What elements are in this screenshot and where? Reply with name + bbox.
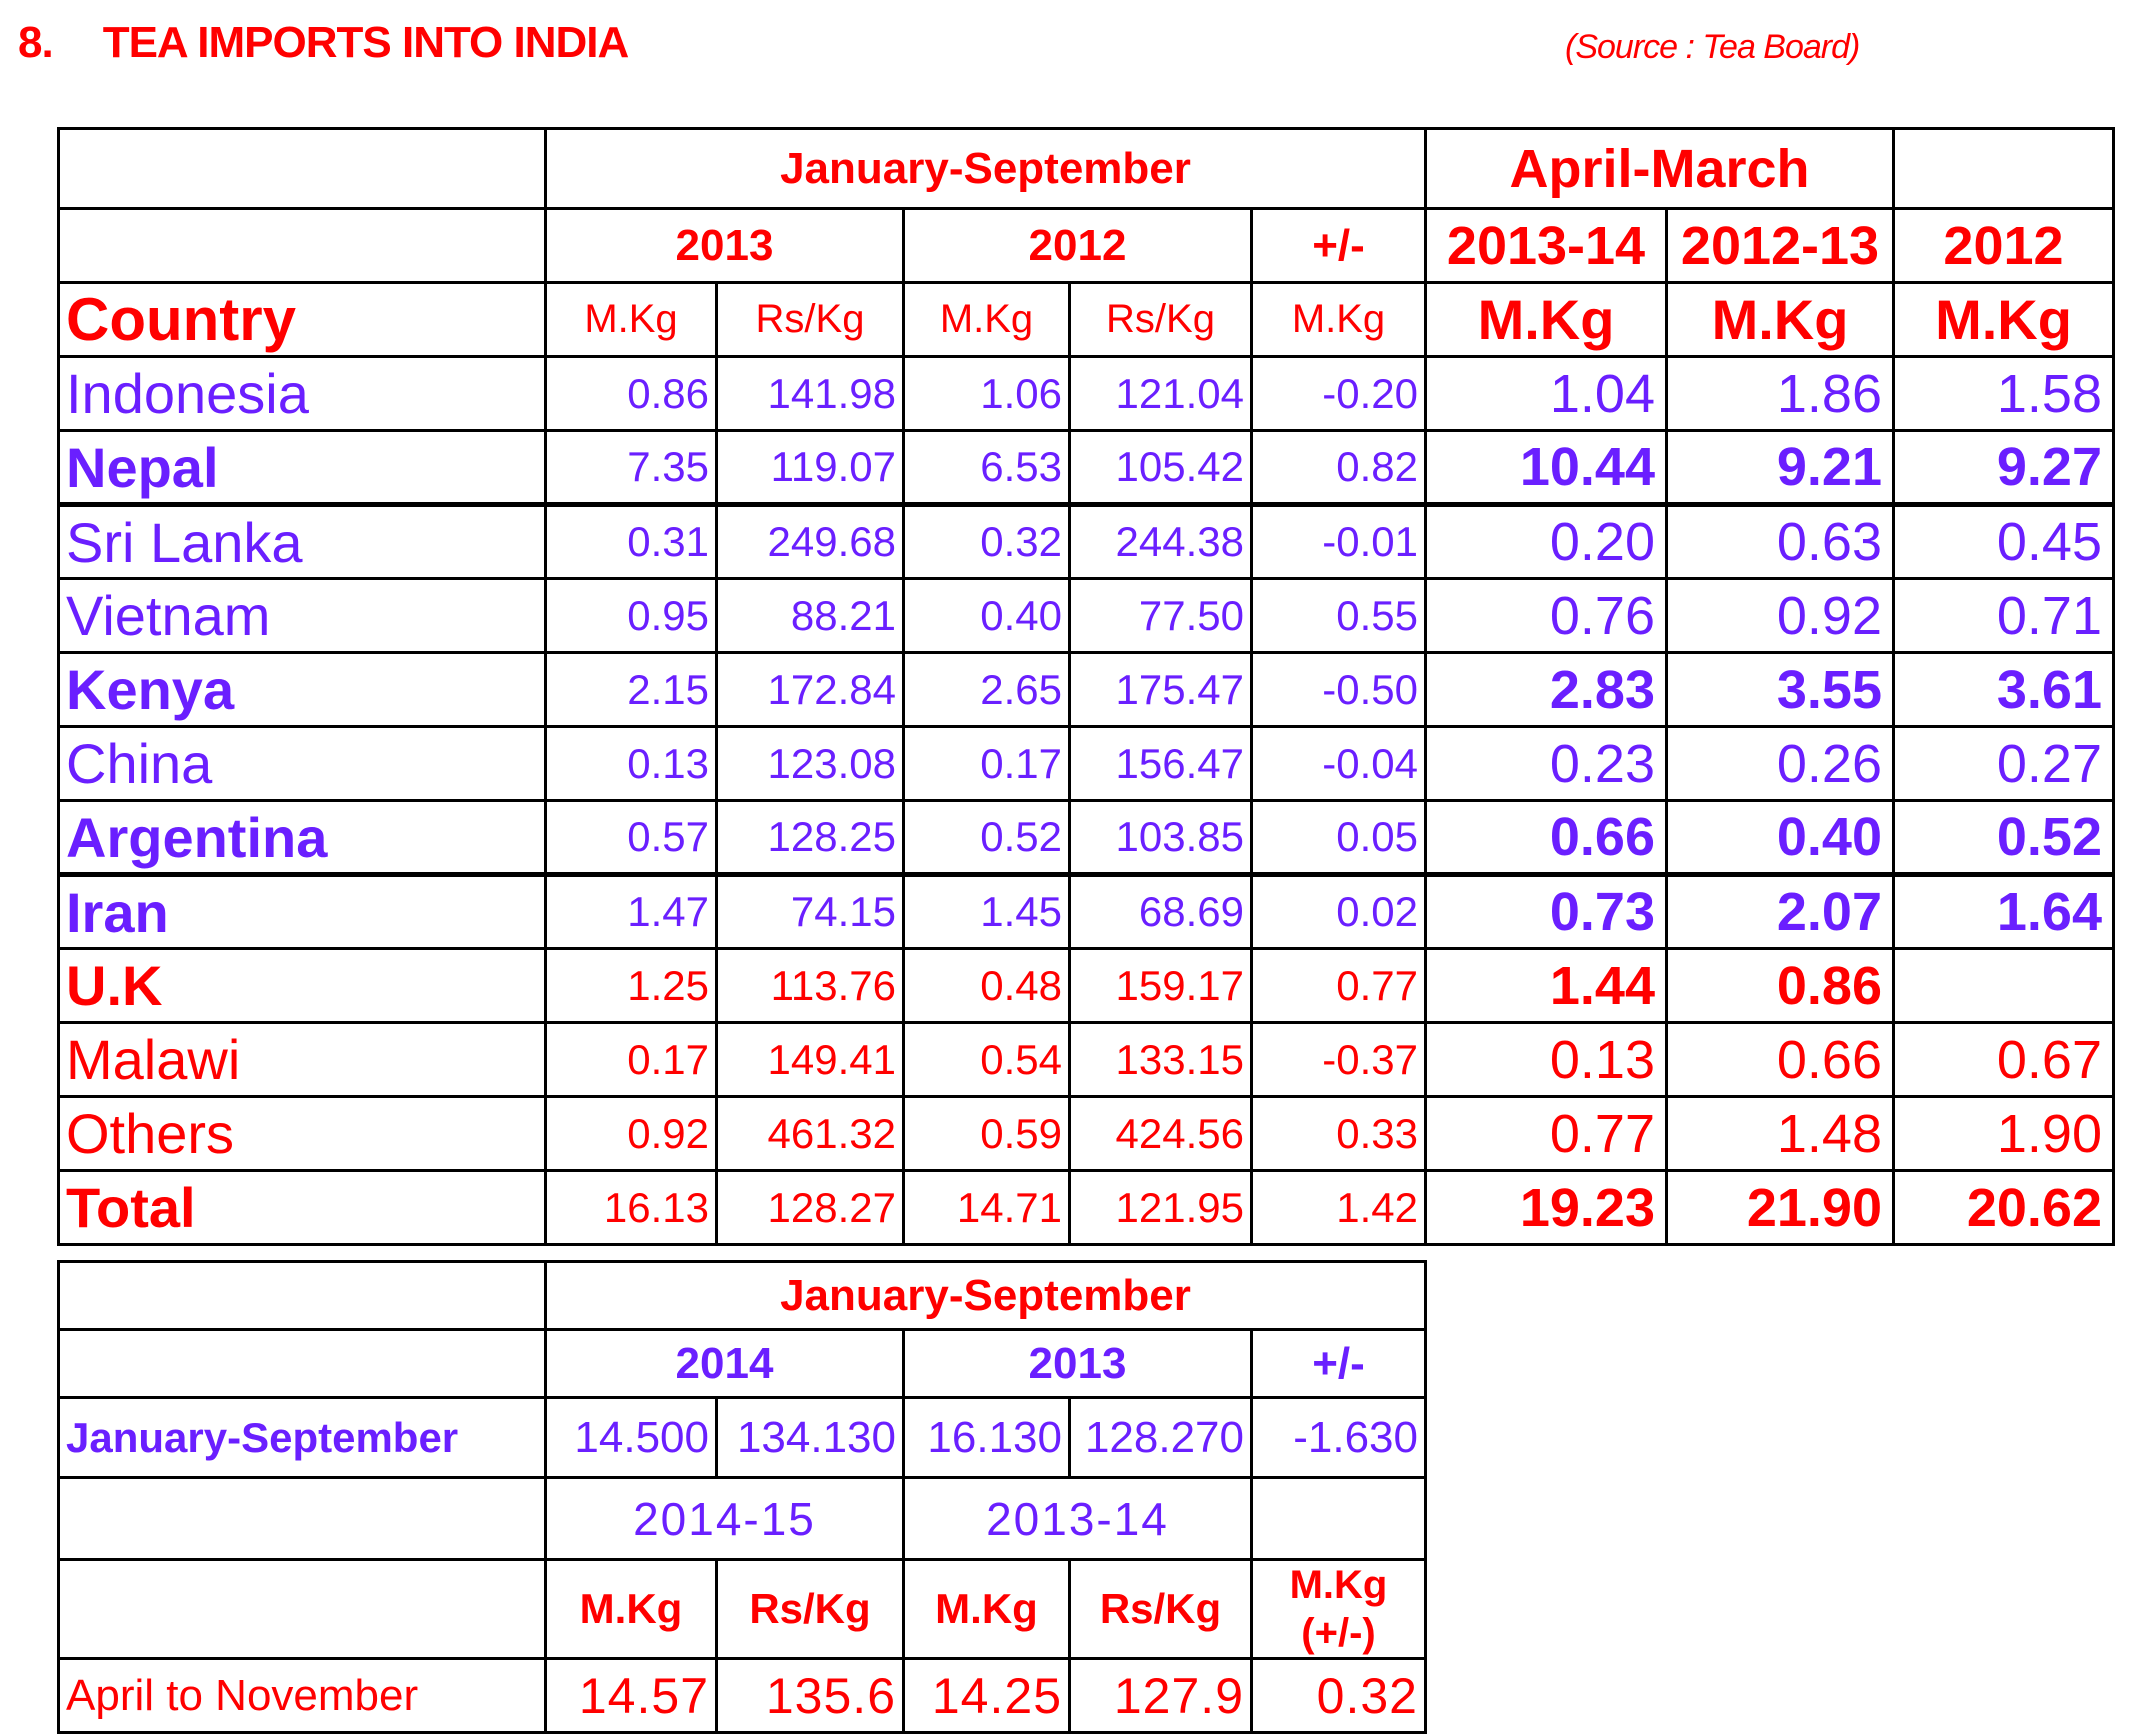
table-row: [59, 1023, 2114, 1097]
cell-diff: -0.50: [1252, 653, 1426, 727]
cell-am1314: 10.44: [1426, 431, 1667, 505]
country-name: Nepal: [59, 431, 546, 505]
cell-y2012: 1.58: [1894, 357, 2114, 431]
cell-mkg12: 14.71: [904, 1171, 1070, 1245]
cell-mkg12: 0.32: [904, 505, 1070, 579]
cell-y2012: 1.90: [1894, 1097, 2114, 1171]
summary-header-jan-sep: January-September: [546, 1262, 1426, 1330]
cell-mkg13: 0.95: [546, 579, 717, 653]
cell-rs13: 113.76: [717, 949, 904, 1023]
cell-am1213: 9.21: [1667, 431, 1894, 505]
table-row: [59, 505, 2114, 579]
cell-mkg12: 0.48: [904, 949, 1070, 1023]
unit-rskg: Rs/Kg: [1070, 283, 1252, 357]
cell-am1314: 0.77: [1426, 1097, 1667, 1171]
cell-rskg-2014-15: 135.6: [717, 1659, 904, 1733]
country-name: U.K: [59, 949, 546, 1023]
table-row: [59, 357, 2114, 431]
cell-y2012: 9.27: [1894, 431, 2114, 505]
cell-diff: -0.20: [1252, 357, 1426, 431]
header-row-period: [59, 129, 2114, 209]
cell-y2012: 20.62: [1894, 1171, 2114, 1245]
unit-mkg: M.Kg: [1894, 283, 2114, 357]
country-name: Indonesia: [59, 357, 546, 431]
cell-mkg13: 1.25: [546, 949, 717, 1023]
cell-am1213: 0.26: [1667, 727, 1894, 801]
unit-diff: [1252, 1560, 1426, 1659]
summary-header-fy: [59, 1478, 1426, 1560]
cell-rs13: 123.08: [717, 727, 904, 801]
country-name: Vietnam: [59, 579, 546, 653]
cell-rs12: 121.95: [1070, 1171, 1252, 1245]
row-label: January-September: [59, 1398, 546, 1478]
cell-rs13: 88.21: [717, 579, 904, 653]
header-fy-2013-14: 2013-14: [904, 1478, 1252, 1560]
table-row: [59, 431, 2114, 505]
table-row: [59, 579, 2114, 653]
cell-rs12: 175.47: [1070, 653, 1252, 727]
blank-cell: [59, 1262, 546, 1330]
country-name: Iran: [59, 875, 546, 949]
table-row: [59, 875, 2114, 949]
header-row-units: [59, 283, 2114, 357]
cell-rs13: 119.07: [717, 431, 904, 505]
cell-am1314: 1.04: [1426, 357, 1667, 431]
summary-row-jan-sep: [59, 1398, 1426, 1478]
summary-header-units: [59, 1560, 1426, 1659]
cell-mkg12: 0.52: [904, 801, 1070, 875]
country-name: Sri Lanka: [59, 505, 546, 579]
cell-mkg12: 1.45: [904, 875, 1070, 949]
country-name: Others: [59, 1097, 546, 1171]
cell-rs13: 74.15: [717, 875, 904, 949]
cell-rskg-2014: 134.130: [717, 1398, 904, 1478]
cell-rs12: 121.04: [1070, 357, 1252, 431]
cell-diff: -0.01: [1252, 505, 1426, 579]
header-diff: +/-: [1252, 209, 1426, 283]
unit-rskg: Rs/Kg: [717, 283, 904, 357]
cell-rs13: 149.41: [717, 1023, 904, 1097]
cell-y2012: 0.27: [1894, 727, 2114, 801]
cell-mkg13: 7.35: [546, 431, 717, 505]
table-row: [59, 801, 2114, 875]
blank-cell: [1252, 1478, 1426, 1560]
cell-y2012: 1.64: [1894, 875, 2114, 949]
cell-diff: 0.55: [1252, 579, 1426, 653]
header-jan-sep: January-September: [546, 129, 1426, 209]
cell-am1314: 2.83: [1426, 653, 1667, 727]
cell-diff: 0.32: [1252, 1659, 1426, 1733]
cell-mkg13: 0.13: [546, 727, 717, 801]
cell-rs12: 424.56: [1070, 1097, 1252, 1171]
table-row: [59, 1097, 2114, 1171]
cell-am1213: 3.55: [1667, 653, 1894, 727]
section-number: 8.: [18, 18, 53, 67]
cell-diff: -1.630: [1252, 1398, 1426, 1478]
cell-rs12: 244.38: [1070, 505, 1252, 579]
cell-rs12: 133.15: [1070, 1023, 1252, 1097]
cell-rs13: 461.32: [717, 1097, 904, 1171]
cell-am1213: 1.86: [1667, 357, 1894, 431]
cell-y2012: 0.71: [1894, 579, 2114, 653]
cell-am1213: 0.86: [1667, 949, 1894, 1023]
source-note: (Source : Tea Board): [1565, 28, 1860, 66]
cell-mkg13: 2.15: [546, 653, 717, 727]
cell-rs13: 172.84: [717, 653, 904, 727]
cell-am1213: 21.90: [1667, 1171, 1894, 1245]
cell-am1314: 0.13: [1426, 1023, 1667, 1097]
cell-rskg-2013: 128.270: [1070, 1398, 1252, 1478]
table-row: [59, 727, 2114, 801]
cell-diff: 0.33: [1252, 1097, 1426, 1171]
cell-mkg12: 0.17: [904, 727, 1070, 801]
cell-am1314: 0.76: [1426, 579, 1667, 653]
cell-diff: 0.02: [1252, 875, 1426, 949]
cell-y2012: 0.52: [1894, 801, 2114, 875]
cell-am1213: 0.63: [1667, 505, 1894, 579]
page-title: [18, 18, 628, 68]
imports-table: [57, 127, 2115, 1246]
country-name: Kenya: [59, 653, 546, 727]
cell-y2012: 3.61: [1894, 653, 2114, 727]
cell-am1314: 0.66: [1426, 801, 1667, 875]
cell-mkg-2013-14: 14.25: [904, 1659, 1070, 1733]
cell-mkg13: 0.57: [546, 801, 717, 875]
unit-rskg: Rs/Kg: [1070, 1560, 1252, 1659]
cell-am1314: 0.23: [1426, 727, 1667, 801]
cell-diff: 0.77: [1252, 949, 1426, 1023]
cell-mkg12: 0.54: [904, 1023, 1070, 1097]
cell-mkg12: 0.59: [904, 1097, 1070, 1171]
unit-mkg: M.Kg: [904, 1560, 1070, 1659]
table-row: [59, 1171, 2114, 1245]
summary-header-2014: 2014: [546, 1330, 904, 1398]
unit-mkg: M.Kg: [546, 1560, 717, 1659]
cell-rs12: 103.85: [1070, 801, 1252, 875]
row-label: April to November: [59, 1659, 546, 1733]
country-name: China: [59, 727, 546, 801]
header-2012-13: 2012-13: [1667, 209, 1894, 283]
country-rows: [59, 357, 2114, 1245]
cell-mkg12: 1.06: [904, 357, 1070, 431]
cell-am1213: 0.92: [1667, 579, 1894, 653]
cell-rskg-2013-14: 127.9: [1070, 1659, 1252, 1733]
cell-y2012: [1894, 949, 2114, 1023]
cell-mkg-2013: 16.130: [904, 1398, 1070, 1478]
unit-mkg: M.Kg: [1426, 283, 1667, 357]
header-2012b: 2012: [1894, 209, 2114, 283]
cell-mkg13: 0.17: [546, 1023, 717, 1097]
cell-mkg12: 0.40: [904, 579, 1070, 653]
summary-header-period: [59, 1262, 1426, 1330]
cell-rs12: 68.69: [1070, 875, 1252, 949]
cell-y2012: 0.67: [1894, 1023, 2114, 1097]
blank-cell: [59, 209, 546, 283]
header-apr-mar: April-March: [1426, 129, 1894, 209]
table-row: [59, 653, 2114, 727]
country-name: Argentina: [59, 801, 546, 875]
cell-diff: 0.05: [1252, 801, 1426, 875]
blank-cell: [59, 129, 546, 209]
unit-rskg: Rs/Kg: [717, 1560, 904, 1659]
cell-rs13: 128.27: [717, 1171, 904, 1245]
unit-mkg: M.Kg: [1667, 283, 1894, 357]
cell-diff: -0.37: [1252, 1023, 1426, 1097]
cell-mkg13: 1.47: [546, 875, 717, 949]
cell-mkg13: 0.86: [546, 357, 717, 431]
cell-rs12: 77.50: [1070, 579, 1252, 653]
header-country: Country: [59, 283, 546, 357]
cell-y2012: 0.45: [1894, 505, 2114, 579]
summary-header-2013: 2013: [904, 1330, 1252, 1398]
cell-am1213: 2.07: [1667, 875, 1894, 949]
cell-mkg13: 16.13: [546, 1171, 717, 1245]
table-row: [59, 949, 2114, 1023]
cell-rs13: 128.25: [717, 801, 904, 875]
blank-cell: [59, 1330, 546, 1398]
cell-mkg12: 6.53: [904, 431, 1070, 505]
cell-am1314: 19.23: [1426, 1171, 1667, 1245]
unit-diff-line1: M.Kg: [1289, 1563, 1388, 1607]
cell-diff: 1.42: [1252, 1171, 1426, 1245]
cell-rs12: 156.47: [1070, 727, 1252, 801]
cell-mkg13: 0.31: [546, 505, 717, 579]
unit-mkg: M.Kg: [546, 283, 717, 357]
cell-rs13: 249.68: [717, 505, 904, 579]
cell-mkg12: 2.65: [904, 653, 1070, 727]
header-row-years: [59, 209, 2114, 283]
cell-mkg-2014-15: 14.57: [546, 1659, 717, 1733]
blank-cell: [59, 1560, 546, 1659]
cell-diff: 0.82: [1252, 431, 1426, 505]
blank-cell: [1894, 129, 2114, 209]
blank-cell: [59, 1478, 546, 1560]
cell-am1314: 0.73: [1426, 875, 1667, 949]
cell-rs13: 141.98: [717, 357, 904, 431]
header-fy-2014-15: 2014-15: [546, 1478, 904, 1560]
header-2013: 2013: [546, 209, 904, 283]
cell-am1314: 1.44: [1426, 949, 1667, 1023]
cell-rs12: 159.17: [1070, 949, 1252, 1023]
cell-mkg-2014: 14.500: [546, 1398, 717, 1478]
cell-am1213: 0.40: [1667, 801, 1894, 875]
cell-diff: -0.04: [1252, 727, 1426, 801]
country-name: Total: [59, 1171, 546, 1245]
summary-header-diff: +/-: [1252, 1330, 1426, 1398]
summary-header-years: [59, 1330, 1426, 1398]
cell-am1213: 0.66: [1667, 1023, 1894, 1097]
header-2012: 2012: [904, 209, 1252, 283]
summary-table: [57, 1260, 1427, 1734]
cell-mkg13: 0.92: [546, 1097, 717, 1171]
cell-rs12: 105.42: [1070, 431, 1252, 505]
unit-mkg: M.Kg: [904, 283, 1070, 357]
header-2013-14: 2013-14: [1426, 209, 1667, 283]
unit-mkg: M.Kg: [1252, 283, 1426, 357]
cell-am1314: 0.20: [1426, 505, 1667, 579]
cell-am1213: 1.48: [1667, 1097, 1894, 1171]
title-text: TEA IMPORTS INTO INDIA: [102, 18, 629, 67]
summary-row-apr-nov: [59, 1659, 1426, 1733]
country-name: Malawi: [59, 1023, 546, 1097]
unit-diff-line2: (+/-): [1301, 1611, 1376, 1655]
